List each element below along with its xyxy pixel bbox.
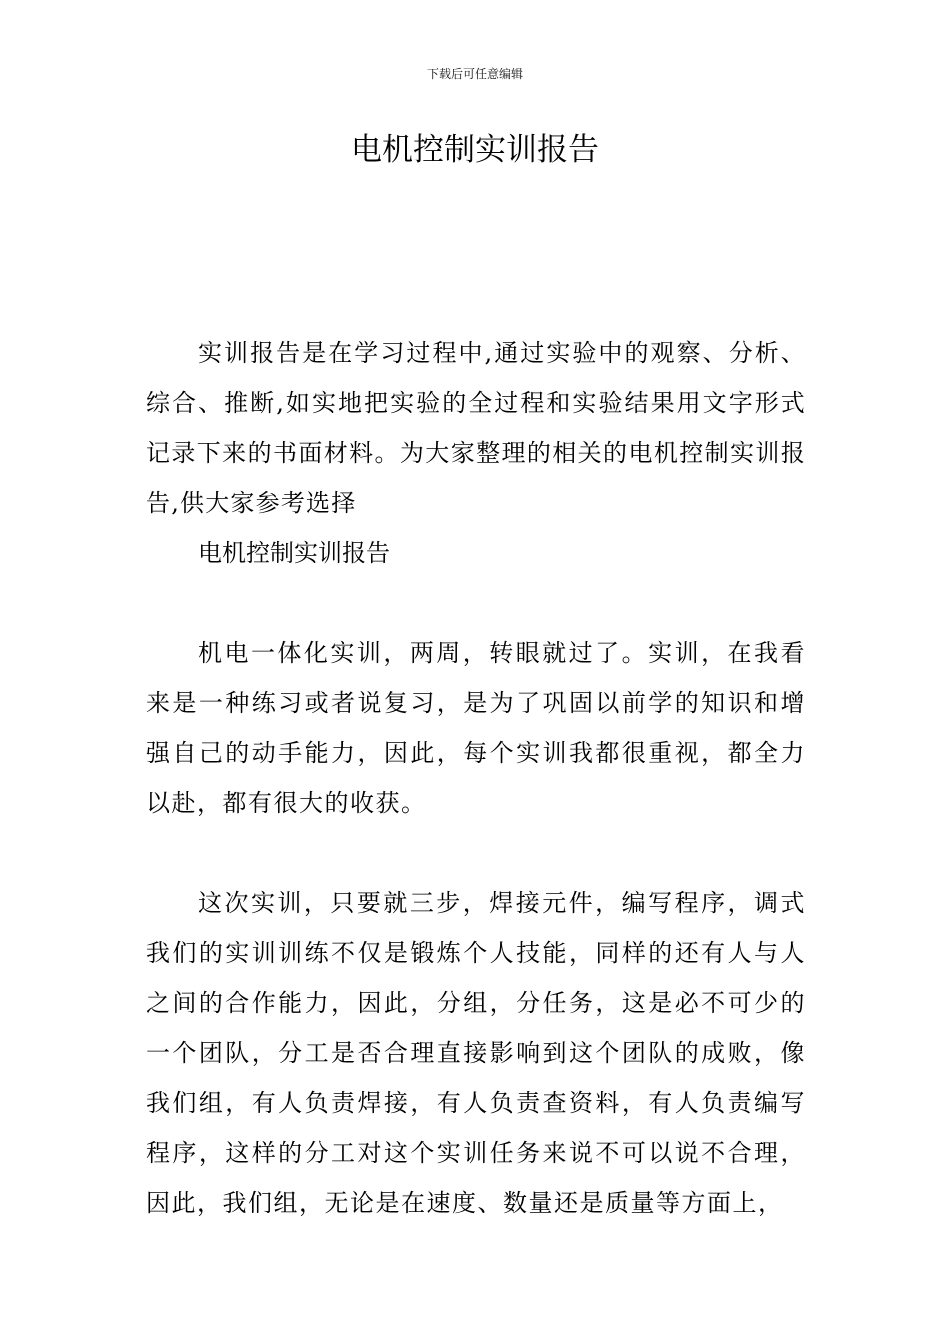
paragraph-spacer (146, 828, 806, 878)
document-title: 电机控制实训报告 (351, 132, 599, 168)
body-paragraph-2: 这次实训，只要就三步，焊接元件，编写程序，调式我们的实训训练不仅是锻炼个人技能，同样的还有人与人之间的合作能力，因此，分组，分任务，这是必不可少的一个团队，分工是否合理直接影响到这个团队的成败，像我们组，有人负责焊接，有人负责查资料，有人负责编写程序，这样的分工对这个实训任务来说不可以说不合理，因此，我们组，无论是在速度、数量还是质量等方面上， (146, 889, 806, 1217)
page-header-note: 下载后可任意编辑 (426, 67, 523, 81)
section-subheading: 电机控制实训报告 (198, 539, 390, 567)
body-paragraph-1: 机电一体化实训，两周，转眼就过了。实训，在我看来是一种练习或者说复习，是为了巩固以前学的知识和增强自己的动手能力，因此，每个实训我都很重视，都全力以赴，都有很大的收获。 (146, 639, 806, 817)
document-body (146, 328, 806, 1228)
intro-paragraph: 实训报告是在学习过程中,通过实验中的观察、分析、综合、推断,如实地把实验的全过程和实验结果用文字形式记录下来的书面材料。为大家整理的相关的电机控制实训报告,供大家参考选择 (146, 339, 806, 517)
paragraph-spacer (146, 578, 806, 628)
